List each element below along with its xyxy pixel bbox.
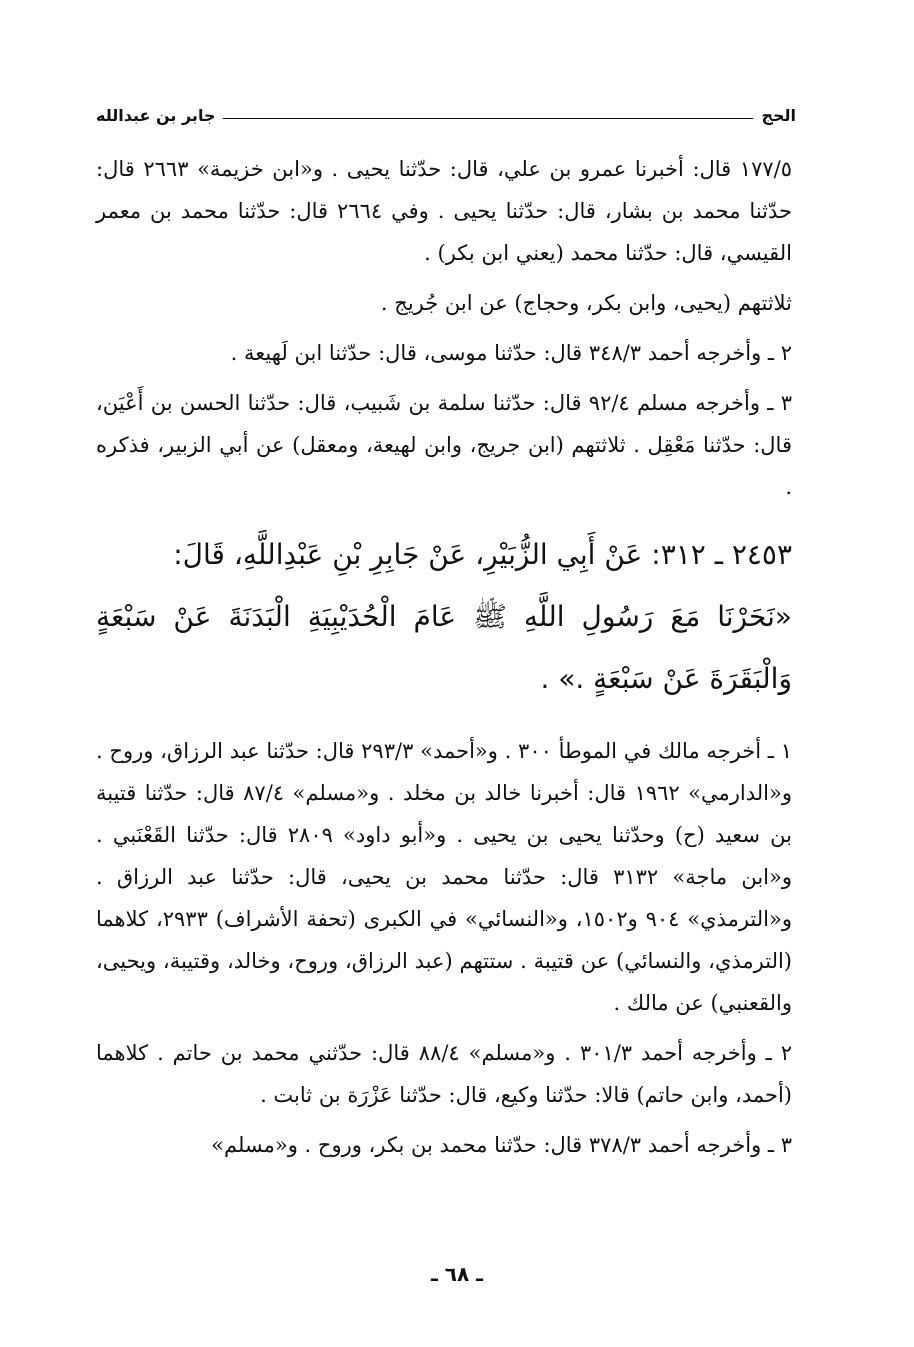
- footnote-paragraph: ١٧٧/٥ قال: أخبرنا عمرو بن علي، قال: حدّثنا يحيى . و«ابن خزيمة» ٢٦٦٣ قال: حدّثنا محمد بن بشار، قال: حدّثنا يحيى . وفي ٢٦٦٤ قال: حدّثنا محمد بن معمر القيسي، قال: حدّثنا محمد (يعني ابن بكر) .: [96, 157, 793, 265]
- page-body: [96, 148, 792, 1174]
- hadith-text: «نَحَرْنَا مَعَ رَسُولِ اللَّهِ ﷺ عَامَ الْحُدَيْبِيَةِ الْبَدَنَةَ عَنْ سَبْعَةٍ وَالْبَقَرَةَ عَنْ سَبْعَةٍ .» .: [96, 600, 792, 695]
- footnote-paragraph: ٣ ـ وأخرجه مسلم ٩٢/٤ قال: حدّثنا سلمة بن شَبيب، قال: حدّثنا الحسن بن أَعْيَن، قال: حدّثنا مَعْقِل . ثلاثتهم (ابن جريج، وابن لهيعة، ومعقل) عن أبي الزبير، فذكره .: [96, 391, 792, 499]
- page-number: ـ ٦٨ ـ: [430, 1262, 484, 1286]
- header-narrator: جابر بن عبدالله: [96, 105, 216, 125]
- footnote-paragraph: ٢ ـ وأخرجه أحمد ٣٤٨/٣ قال: حدّثنا موسى، قال: حدّثنا ابن لَهيعة .: [230, 341, 792, 365]
- header-rule: [223, 118, 753, 119]
- hadith-heading: ٢٤٥٣ ـ ٣١٢: عَنْ أَبِي الزُّبَيْرِ، عَنْ جَابِرِ بْنِ عَبْدِاللَّهِ، قَالَ:: [173, 538, 792, 571]
- footnote-paragraph: ١ ـ أخرجه مالك في الموطأ ٣٠٠ . و«أحمد» ٢٩٣/٣ قال: حدّثنا عبد الرزاق، وروح . و«الدارمي» ١٩٦٢ قال: أخبرنا خالد بن مخلد . و«مسلم» ٨٧/٤ قال: حدّثنا قتيبة بن سعيد (ح) وحدّثنا يحيى بن يحيى . و«أبو داود» ٢٨٠٩ قال: حدّثنا القَعْنَبي . و«ابن ماجة» ٣١٣٢ قال: حدّثنا محمد بن يحيى، قال: حدّثنا عبد الرزاق . و«الترمذي» ٩٠٤ و١٥٠٢، و«النسائي» في الكبرى (تحفة الأشراف) ٢٩٣٣، كلاهما (الترمذي، والنسائي) عن قتيبة . ستتهم (عبد الرزاق، وروح، وخالد، وقتيبة، ويحيى، والقعنبي) عن مالك .: [96, 739, 792, 1015]
- footnote-paragraph: ثلاثتهم (يحيى، وابن بكر، وحجاج) عن ابن جُريج .: [380, 291, 792, 315]
- footnote-paragraph: ٢ ـ وأخرجه أحمد ٣٠١/٣ . و«مسلم» ٨٨/٤ قال: حدّثني محمد بن حاتم . كلاهما (أحمد، وابن حاتم) قالا: حدّثنا وكيع، قال: حدّثنا عَزْرَة بن ثابت .: [96, 1041, 792, 1107]
- running-header: [96, 100, 796, 130]
- header-chapter: الحج: [761, 105, 796, 125]
- footnote-paragraph: ٣ ـ وأخرجه أحمد ٣٧٨/٣ قال: حدّثنا محمد بن بكر، وروح . و«مسلم»: [211, 1133, 792, 1157]
